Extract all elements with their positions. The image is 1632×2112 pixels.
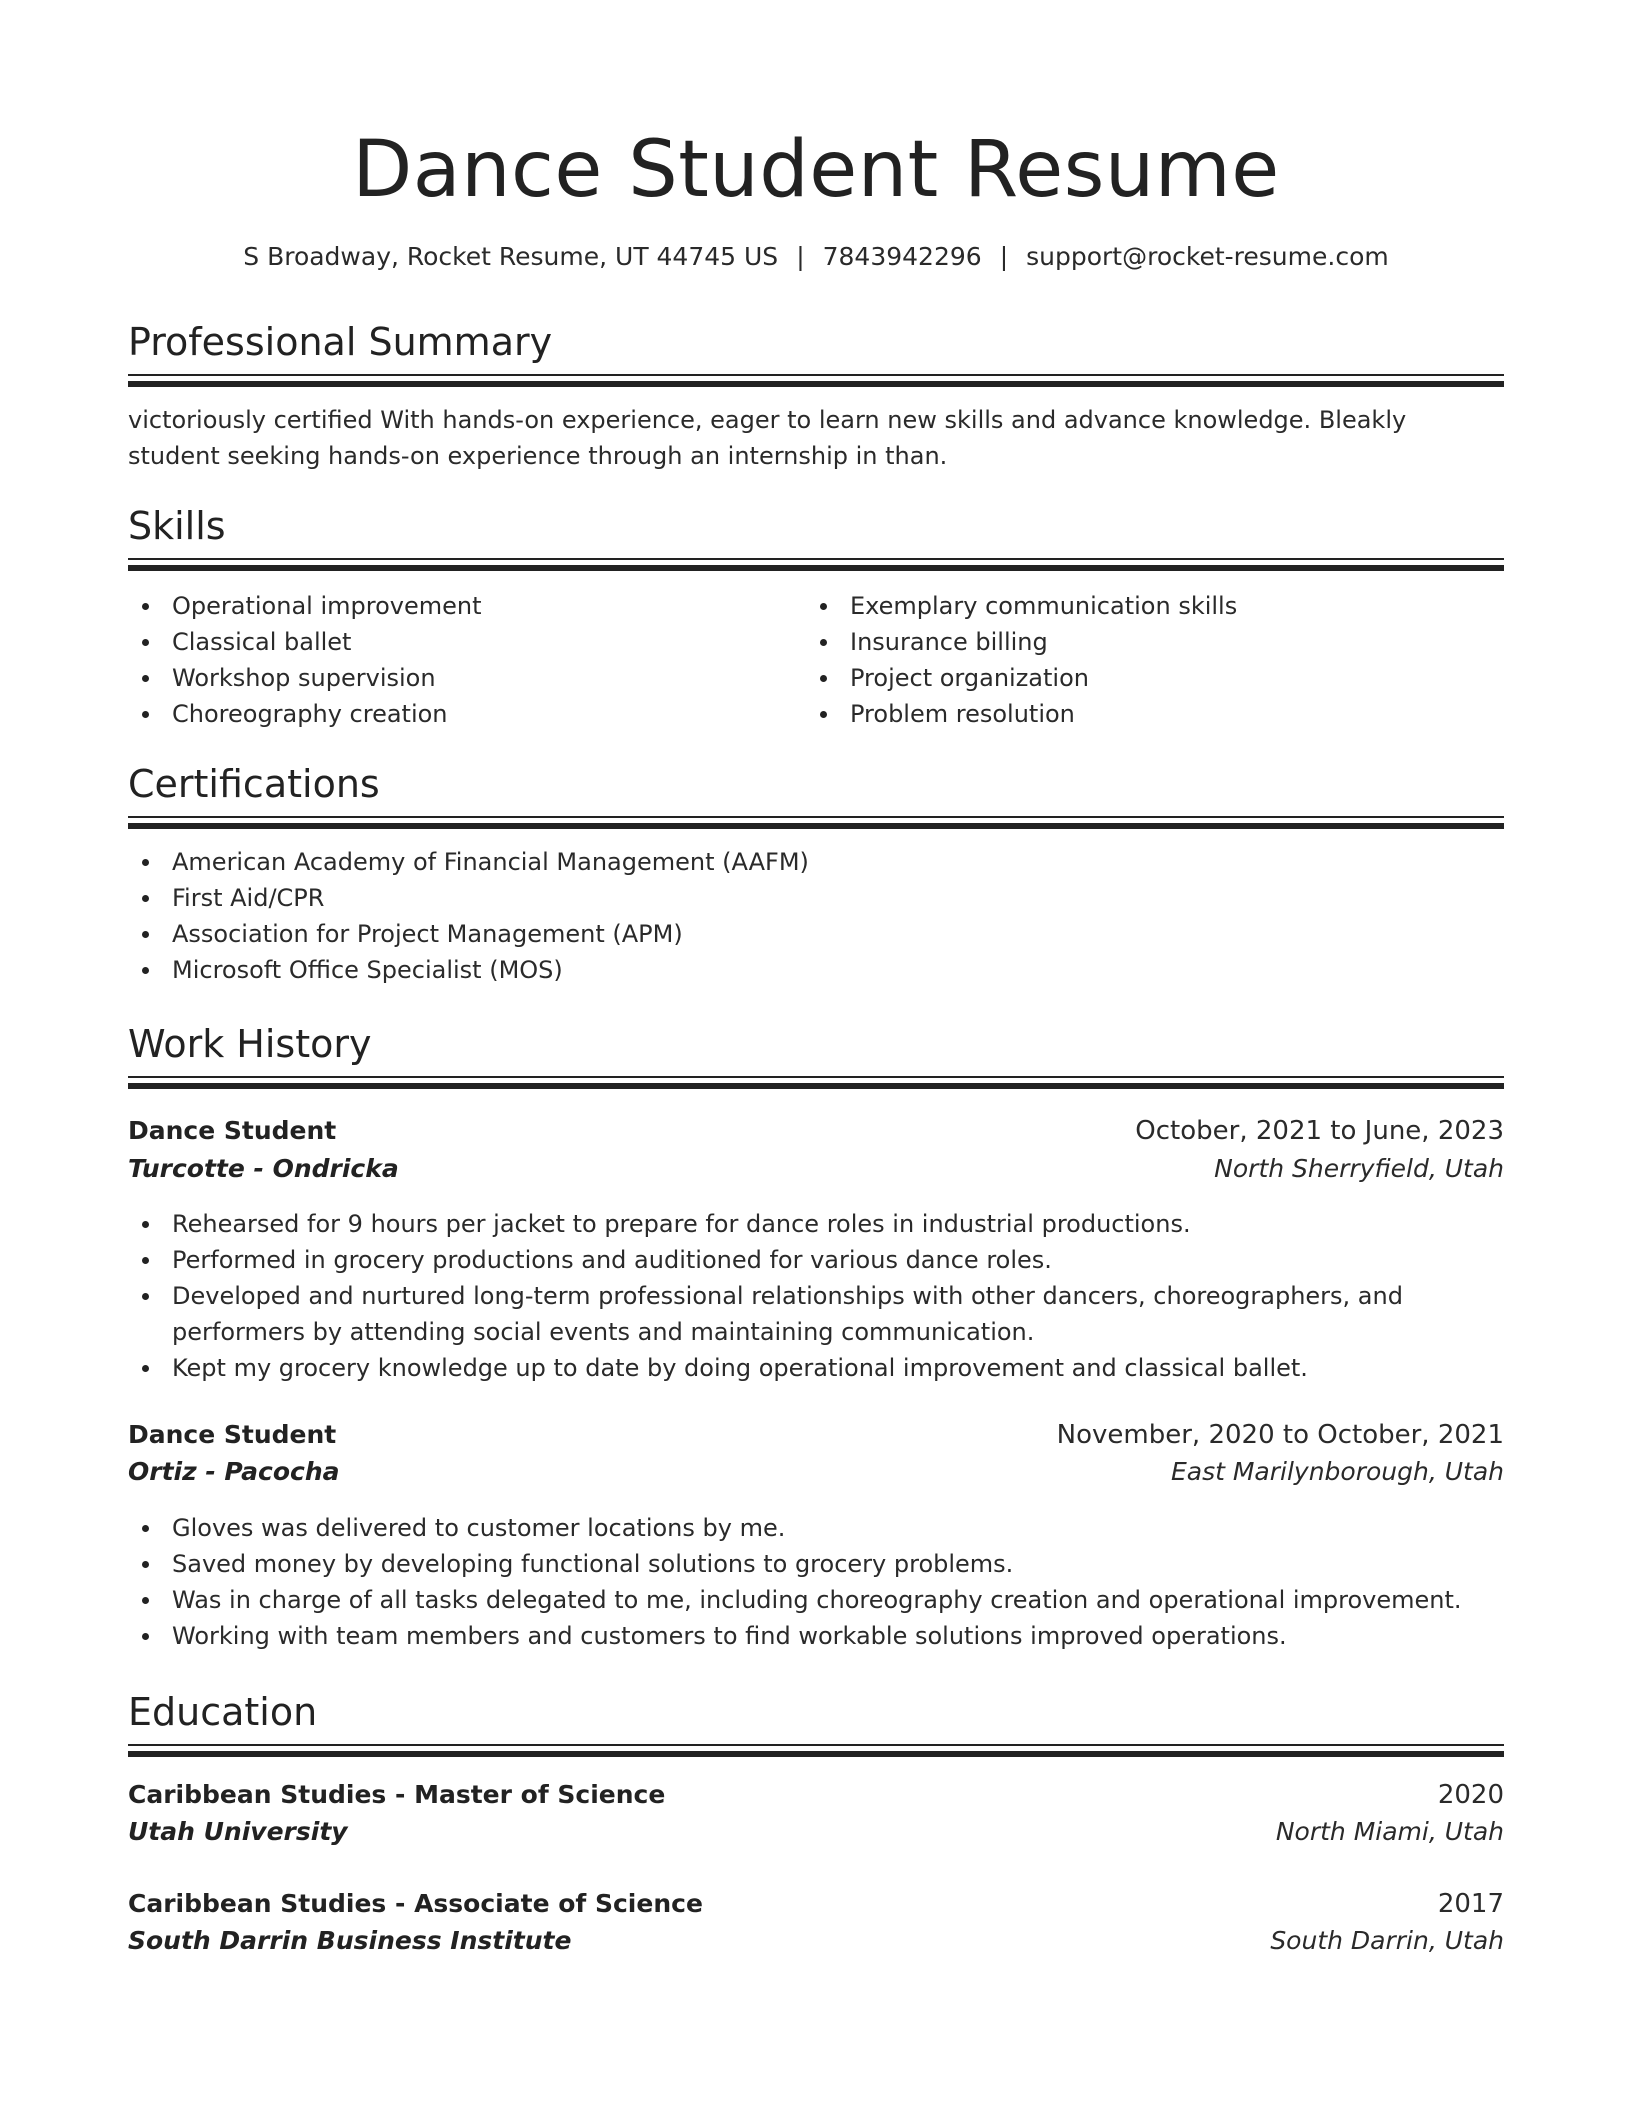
education-org-row <box>128 1922 1504 1960</box>
skill-item: Operational improvement <box>172 588 812 624</box>
job-dates: October, 2021 to June, 2023 <box>1135 1116 1504 1146</box>
section-divider <box>128 1076 1504 1089</box>
skill-item: Exemplary communication skills <box>850 588 1500 624</box>
job-bullet: Kept my grocery knowledge up to date by doing operational improvement and classical ballet. <box>172 1350 1504 1386</box>
contact-address: S Broadway, Rocket Resume, UT 44745 US <box>243 242 779 271</box>
skill-item: Insurance billing <box>850 624 1500 660</box>
job-dates: November, 2020 to October, 2021 <box>1056 1420 1504 1450</box>
contact-line <box>128 240 1504 274</box>
job-bullet: Performed in grocery productions and auditioned for various dance roles. <box>172 1242 1504 1278</box>
degree-year: 2017 <box>1437 1889 1504 1919</box>
job-org-row <box>128 1150 1504 1188</box>
education-header <box>128 1885 1504 1923</box>
section-divider <box>128 1744 1504 1757</box>
contact-email: support@rocket-resume.com <box>1026 242 1389 271</box>
section-title-education: Education <box>128 1690 318 1734</box>
school-location: North Miami, Utah <box>1275 1817 1504 1846</box>
section-title-skills: Skills <box>128 504 226 548</box>
contact-phone: 7843942296 <box>822 242 982 271</box>
certification-item: American Academy of Financial Management (AAFM) <box>172 844 1504 880</box>
section-divider <box>128 558 1504 571</box>
section-divider <box>128 374 1504 387</box>
job-bullet: Was in charge of all tasks delegated to me, including choreography creation and operational improvement. <box>172 1582 1504 1618</box>
skill-item: Classical ballet <box>172 624 812 660</box>
section-title-work: Work History <box>128 1022 372 1066</box>
job-org-row <box>128 1453 1504 1491</box>
job-bullet: Gloves was delivered to customer locations by me. <box>172 1510 1504 1546</box>
education-header <box>128 1776 1504 1814</box>
job-bullet: Saved money by developing functional solutions to grocery problems. <box>172 1546 1504 1582</box>
certification-item: Association for Project Management (APM) <box>172 916 1504 952</box>
job-bullet: Rehearsed for 9 hours per jacket to prepare for dance roles in industrial productions. <box>172 1206 1504 1242</box>
job-bullets <box>128 1510 1504 1654</box>
job-bullet: Working with team members and customers to find workable solutions improved operations. <box>172 1618 1504 1654</box>
job-title: Dance Student <box>128 1116 337 1145</box>
contact-separator: | <box>796 242 805 271</box>
skill-item: Project organization <box>850 660 1500 696</box>
school-location: South Darrin, Utah <box>1270 1926 1504 1955</box>
resume-title: Dance Student Resume <box>352 125 1280 215</box>
job-location: North Sherryfield, Utah <box>1214 1154 1504 1183</box>
skill-item: Problem resolution <box>850 696 1500 732</box>
contact-separator: | <box>999 242 1009 271</box>
job-header <box>128 1112 1504 1150</box>
certifications-list <box>128 844 1504 988</box>
skills-list-right <box>806 588 1500 732</box>
certification-item: First Aid/CPR <box>172 880 1504 916</box>
job-bullets <box>128 1206 1504 1386</box>
skill-item: Workshop supervision <box>172 660 812 696</box>
degree-title: Caribbean Studies - Associate of Science <box>128 1889 703 1918</box>
section-divider <box>128 816 1504 829</box>
job-company: Ortiz - Pacocha <box>128 1457 340 1486</box>
certification-item: Microsoft Office Specialist (MOS) <box>172 952 1504 988</box>
school-name: Utah University <box>128 1817 348 1846</box>
job-header <box>128 1416 1504 1454</box>
job-bullet: Developed and nurtured long-term professional relationships with other dancers, choreographers, and performers by attending social events and maintaining communication. <box>172 1278 1504 1350</box>
skills-list-left <box>128 588 812 732</box>
summary-text: victoriously certified With hands-on experience, eager to learn new skills and advance knowledge. Bleakly student seeking hands-on experience through an internship in than. <box>128 406 1407 470</box>
school-name: South Darrin Business Institute <box>128 1926 572 1955</box>
section-title-certifications: Certifications <box>128 762 380 806</box>
education-org-row <box>128 1813 1504 1851</box>
degree-title: Caribbean Studies - Master of Science <box>128 1780 666 1809</box>
section-title-summary: Professional Summary <box>128 320 553 364</box>
job-title: Dance Student <box>128 1420 337 1449</box>
job-location: East Marilynborough, Utah <box>1170 1457 1504 1486</box>
degree-year: 2020 <box>1437 1780 1504 1810</box>
skill-item: Choreography creation <box>172 696 812 732</box>
job-company: Turcotte - Ondricka <box>128 1154 399 1183</box>
